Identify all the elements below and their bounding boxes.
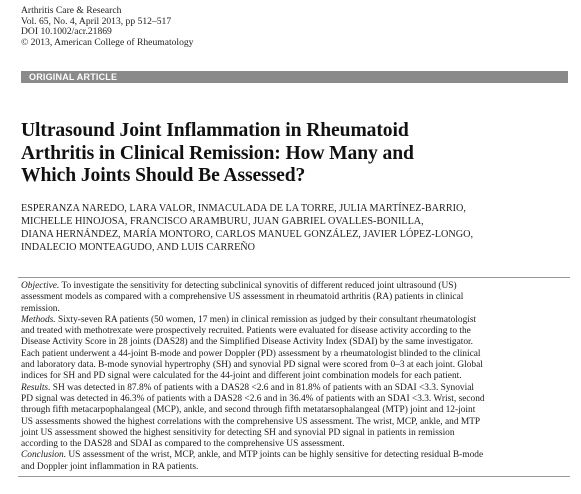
abstract-text: To investigate the sensitivity for detecting subclinical synovitis of different reduced joint ultrasound (US) [61, 281, 457, 291]
abstract-text: SH was detected in 87.8% of patients with a DAS28 <2.6 and in 81.8% of patients with an SDAI <3.3. Synovial [52, 382, 474, 393]
author-line: INDALECIO MONTEAGUDO, AND LUIS CARREÑO [21, 242, 256, 253]
abstract-line: and laboratory data. B-mode synovial hypertrophy (SH) and synovial PD signal were scored from 0–3 at each joint. Global [21, 360, 483, 371]
journal-doi: DOI 10.1002/acr.21869 [21, 26, 112, 38]
abstract-line [21, 383, 573, 394]
journal-copyright: © 2013, American College of Rheumatology [21, 36, 194, 48]
abstract-line: and Doppler joint inflammation in RA patients. [21, 461, 199, 472]
abstract-line: US assessments showed the highest correlations with the comprehensive US assessment. The wrist, MCP, ankle, and MTP [21, 416, 481, 427]
section-label: ORIGINAL ARTICLE [21, 71, 568, 83]
abstract-line: Disease Activity Score in 28 joints (DAS28) and the Simplified Disease Activity Index (SDAI) by the same investigator. [21, 337, 474, 348]
abstract-line: remission. [21, 303, 60, 314]
abstract-line: and treated with methotrexate were prospectively recruited. Patients were evaluated for disease activity according to the [21, 326, 471, 337]
abstract-text: Sixty-seven RA patients (50 women, 17 men) in clinical remission as judged by their consultant rheumatologist [57, 314, 477, 325]
journal-header [21, 6, 193, 48]
author-line: ESPERANZA NAREDO, LARA VALOR, INMACULADA DE LA TORRE, JULIA MARTÍNEZ-BARRIO, [21, 203, 466, 214]
abstract-line: Each patient underwent a 44-joint B-mode and power Doppler (PD) assessment by a rheumatologist blinded to the clinical [21, 348, 481, 359]
abstract-line: PD signal was detected in 46.3% of patients with a DAS28 <2.6 and in 36.4% of patients with an SDAI <3.3. Wrist, second [21, 393, 485, 404]
abstract-line [21, 281, 573, 292]
author-list [21, 202, 473, 254]
results-heading: Results. [21, 382, 51, 393]
abstract-line: according to the DAS28 and SDAI as compared to the comprehensive US assessment. [21, 439, 345, 450]
title-line: Ultrasound Joint Inflammation in Rheumatoid [21, 120, 409, 141]
title-line: Arthritis in Clinical Remission: How Many and [21, 142, 414, 164]
abstract [21, 281, 573, 473]
article-title [21, 120, 571, 188]
journal-name: Arthritis Care & Research [21, 5, 122, 16]
abstract-line [21, 450, 573, 461]
journal-volume: Vol. 65, No. 4, April 2013, pp 512–517 [21, 15, 172, 27]
abstract-line: through fifth metacarpophalangeal (MCP), ankle, and second through fifth metatarsophalangeal (MTP) joint and 12-joint [21, 405, 476, 416]
methods-heading: Methods. [21, 314, 56, 325]
conclusion-heading: Conclusion. [21, 450, 67, 461]
abstract-line: indices for SH and PD signal were calculated for the 44-joint and different joint combination models for each patient. [21, 371, 462, 382]
objective-heading: Objective. [21, 281, 60, 291]
abstract-line: assessment models as compared with a comprehensive US assessment in rheumatoid arthritis (RA) patients in clinical [21, 292, 464, 303]
author-line: DIANA HERNÁNDEZ, MARÍA MONTORO, CARLOS MANUEL GONZÁLEZ, JAVIER LÓPEZ-LONGO, [21, 229, 474, 240]
abstract-text: US assessment of the wrist, MCP, ankle, and MTP joints can be highly sensitive for detecting residual B-mode [68, 450, 484, 461]
abstract-line: joint US assessment showed the highest sensitivity for detecting SH and synovial PD signal in patients in remission [21, 427, 455, 438]
author-line: MICHELLE HINOJOSA, FRANCISCO ARAMBURU, JUAN GABRIEL OVALLES-BONILLA, [21, 216, 424, 227]
abstract-line [21, 315, 573, 326]
title-line: Which Joints Should Be Assessed? [21, 165, 306, 186]
